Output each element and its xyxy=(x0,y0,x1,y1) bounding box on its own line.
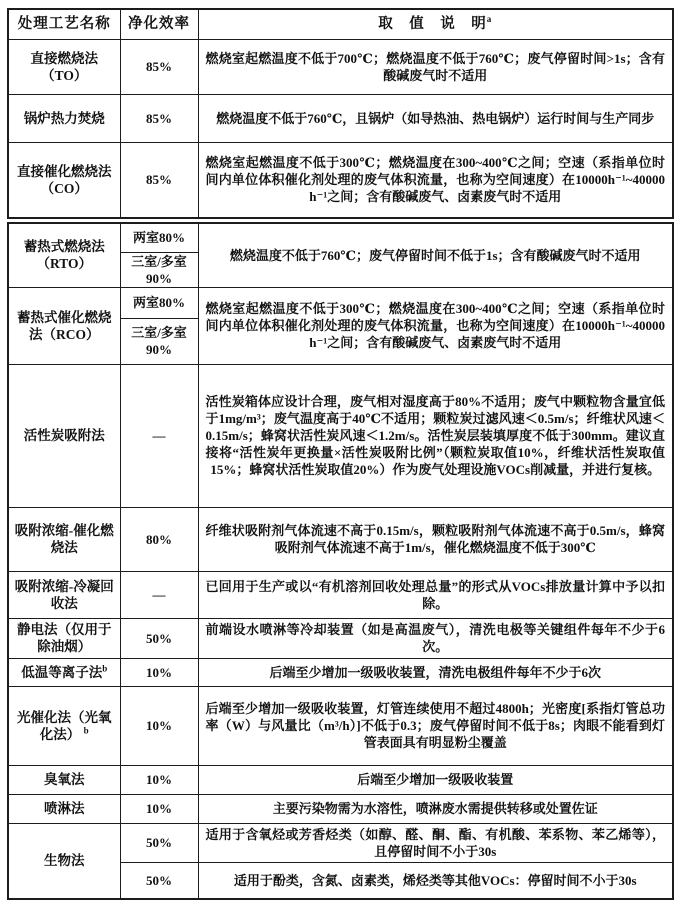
row-activated-carbon-name: 活性炭吸附法 xyxy=(8,364,120,507)
col-header-description xyxy=(198,9,673,39)
row-to-efficiency: 85% xyxy=(120,39,198,94)
row-ozone-name: 臭氧法 xyxy=(8,765,120,794)
row-adsorption-catalytic-name: 吸附浓缩-催化燃烧法 xyxy=(8,507,120,571)
row-ozone-efficiency: 10% xyxy=(120,765,198,794)
col-header-process: 处理工艺名称 xyxy=(8,9,120,39)
process-table-section-2 xyxy=(7,222,674,900)
row-to-name: 直接燃烧法（TO） xyxy=(8,39,120,94)
row-rco-name: 蓄热式催化燃烧法（RCO） xyxy=(8,287,120,364)
row-boiler-description: 燃烧温度不低于760℃，且锅炉（如导热油、热电锅炉）运行时间与生产同步 xyxy=(198,94,673,142)
row-ozone-description: 后端至少增加一级吸收装置 xyxy=(198,765,673,794)
row-plasma-name-text: 低温等离子法 xyxy=(21,664,103,680)
row-rto-description: 燃烧温度不低于760℃；废气停留时间不低于1s；含有酸碱废气时不适用 xyxy=(198,223,673,287)
row-photocatalysis-efficiency: 10% xyxy=(120,686,198,765)
table-row xyxy=(8,287,673,318)
table-row xyxy=(8,618,673,658)
row-activated-carbon-efficiency: — xyxy=(120,364,198,507)
table-row xyxy=(8,823,673,862)
footnote-marker-b: b xyxy=(83,725,89,735)
row-spray-name: 喷淋法 xyxy=(8,794,120,823)
row-rto-efficiency-3chamber: 三室/多室90% xyxy=(120,252,198,287)
table-row xyxy=(8,223,673,252)
row-photocatalysis-name-text: 光催化法（光氧化法） xyxy=(17,709,112,742)
row-co-efficiency: 85% xyxy=(120,142,198,218)
table-row xyxy=(8,794,673,823)
col-header-description-text: 取 值 说 明 xyxy=(378,15,487,32)
row-adsorption-condensation-name: 吸附浓缩-冷凝回收法 xyxy=(8,571,120,618)
footnote-marker-b: b xyxy=(102,663,108,673)
row-rto-name: 蓄热式燃烧法（RTO） xyxy=(8,223,120,287)
row-plasma-efficiency: 10% xyxy=(120,658,198,686)
footnote-marker-a: a xyxy=(486,13,493,24)
table-row xyxy=(8,658,673,686)
row-photocatalysis-name xyxy=(8,686,120,765)
row-biological-description-2: 适用于酚类，含氮、卤素类，烯烃类等其他VOCs：停留时间不小于30s xyxy=(198,862,673,899)
row-co-description: 燃烧室起燃温度不低于300℃；燃烧温度在300~400℃之间；空速（系指单位时间内单位体积催化剂处理的废气体积流量，也称为空间速度）在10000h⁻¹~40000 h⁻¹之间；含有酸碱废气、卤素废气时不适用 xyxy=(198,142,673,218)
row-rco-description: 燃烧室起燃温度不低于300℃；燃烧温度在300~400℃之间；空速（系指单位时间内单位体积催化剂处理的废气体积流量，也称为空间速度）在10000h⁻¹~40000 h⁻¹之间；含有酸碱废气、卤素废气时不适用 xyxy=(198,287,673,364)
row-adsorption-catalytic-efficiency: 80% xyxy=(120,507,198,571)
row-adsorption-condensation-efficiency: — xyxy=(120,571,198,618)
row-rco-efficiency-3chamber: 三室/多室90% xyxy=(120,318,198,364)
row-boiler-efficiency: 85% xyxy=(120,94,198,142)
row-electrostatic-name: 静电法（仅用于除油烟） xyxy=(8,618,120,658)
table-row xyxy=(8,364,673,507)
table-row xyxy=(8,142,673,218)
table-row xyxy=(8,686,673,765)
row-activated-carbon-description: 活性炭箱体应设计合理，废气相对湿度高于80%不适用；废气中颗粒物含量宜低于1mg/m³；废气温度高于40℃不适用；颗粒炭过滤风速＜0.5m/s；纤维状风速＜0.15m/s；蜂窝状活性炭风速＜1.2m/s。活性炭层装填厚度不低于300mm。建议直接将“活性炭年更换量×活性炭吸附比例”（颗粒炭取值10%，纤维状活性炭取值15%；蜂窝状活性炭取值20%）作为废气处理设施VOCs削减量，并进行复核。 xyxy=(198,364,673,507)
row-biological-name: 生物法 xyxy=(8,823,120,899)
table-row xyxy=(8,507,673,571)
row-plasma-description: 后端至少增加一级吸收装置，清洗电极组件每年不少于6次 xyxy=(198,658,673,686)
process-table-section-1 xyxy=(7,8,674,219)
table-row xyxy=(8,94,673,142)
row-rco-efficiency-2chamber: 两室80% xyxy=(120,287,198,318)
row-rto-efficiency-2chamber: 两室80% xyxy=(120,223,198,252)
row-boiler-name: 锅炉热力焚烧 xyxy=(8,94,120,142)
row-biological-description-1: 适用于含氧烃或芳香烃类（如醇、醛、酮、酯、有机酸、苯系物、苯乙烯等），且停留时间不小于30s xyxy=(198,823,673,862)
table-row xyxy=(8,39,673,94)
clipped-footnote-fragment xyxy=(96,892,166,897)
row-electrostatic-description: 前端设水喷淋等冷却装置（如是高温废气），清洗电极等关键组件每年不少于6次。 xyxy=(198,618,673,658)
row-biological-efficiency-2: 50% xyxy=(120,862,198,899)
row-adsorption-catalytic-description: 纤维状吸附剂气体流速不高于0.15m/s，颗粒吸附剂气体流速不高于0.5m/s，蜂窝吸附剂气体流速不高于1m/s，催化燃烧温度不低于300℃ xyxy=(198,507,673,571)
row-plasma-name xyxy=(8,658,120,686)
row-spray-efficiency: 10% xyxy=(120,794,198,823)
row-electrostatic-efficiency: 50% xyxy=(120,618,198,658)
header-row xyxy=(8,9,673,39)
row-spray-description: 主要污染物需为水溶性，喷淋废水需提供转移或处置佐证 xyxy=(198,794,673,823)
table-row xyxy=(8,571,673,618)
col-header-efficiency: 净化效率 xyxy=(120,9,198,39)
row-biological-efficiency-1: 50% xyxy=(120,823,198,862)
row-to-description: 燃烧室起燃温度不低于700℃；燃烧温度不低于760℃；废气停留时间>1s；含有酸碱废气时不适用 xyxy=(198,39,673,94)
row-adsorption-condensation-description: 已回用于生产或以“有机溶剂回收处理总量”的形式从VOCs排放量计算中予以扣除。 xyxy=(198,571,673,618)
row-photocatalysis-description: 后端至少增加一级吸收装置，灯管连续使用不超过4800h；光密度[系指灯管总功率（W）与风量比（m³/h）]不低于0.3；废气停留时间不低于8s；肉眼不能看到灯管表面具有明显粉尘覆盖 xyxy=(198,686,673,765)
row-co-name: 直接催化燃烧法（CO） xyxy=(8,142,120,218)
table-row xyxy=(8,765,673,794)
